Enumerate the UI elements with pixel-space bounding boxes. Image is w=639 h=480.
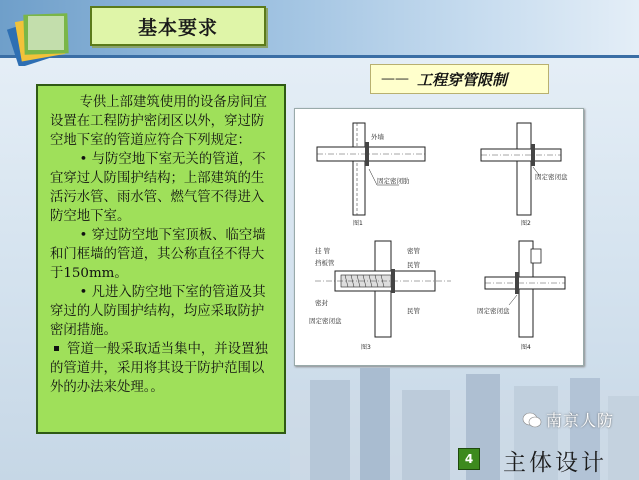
page-title: 基本要求 — [137, 16, 218, 39]
fig3-caption: 图3 — [361, 344, 371, 351]
bullet-item-1: • 与防空地下室无关的管道，不宜穿过人防围护结构；上部建筑的生活污水管、雨水管、燃气管不得进入防空地下室。 — [50, 152, 266, 224]
fig3-label-d: 民管 — [407, 261, 420, 269]
square-bullet-icon — [54, 346, 59, 351]
fig4-anchor-label: 固定密闭盘 — [477, 307, 510, 315]
books-logo-icon — [4, 4, 78, 66]
diagram-svg — [295, 109, 583, 365]
bullet-item-4-wrap — [50, 340, 276, 397]
figure-3 — [309, 241, 451, 351]
fig1-caption: 图1 — [353, 220, 363, 227]
footer-title: 主体设计 — [503, 450, 607, 476]
fig1-wall-label: 外墙 — [371, 133, 384, 141]
figure-1 — [317, 123, 425, 227]
pipe-penetration-diagram — [294, 108, 584, 366]
page-title-box — [90, 6, 266, 46]
fig3-label-f: 民管 — [407, 307, 420, 315]
fig2-anchor-label: 固定密闭盘 — [535, 173, 568, 181]
fig3-anchor-label: 固定密闭盘 — [309, 317, 342, 325]
wechat-icon — [522, 411, 542, 429]
bullet-item-2: • 穿过防空地下室顶板、临空墙和门框墙的管道，其公称直径不得大于150mm。 — [50, 228, 266, 281]
fig1-anchor-label: 固定密闭肋 — [377, 177, 410, 185]
watermark — [522, 408, 614, 431]
figure-4 — [477, 241, 565, 351]
page-number-badge: 4 — [458, 448, 480, 470]
figure-2 — [481, 123, 568, 227]
fig2-caption: 图2 — [521, 220, 531, 227]
bullet-item-4: 管道一般采取适当集中，并设置独的管道井，采用将其设于防护范围以外的办法来处理。。 — [50, 342, 268, 395]
fig3-label-c: 密管 — [407, 247, 420, 255]
section-dash: —— — [381, 71, 409, 87]
requirements-text-panel — [36, 84, 286, 434]
fig3-label-b: 挡板管 — [315, 259, 335, 267]
intro-paragraph: 专供上部建筑使用的设备房间宜设置在工程防护密闭区以外，穿过防空地下室的管道应符合下列规定： — [50, 95, 267, 148]
bullet-item-3: • 凡进入防空地下室的管道及其穿过的人防围护结构，均应采取防护密闭措施。 — [50, 285, 266, 338]
section-title: 工程穿管限制 — [417, 70, 508, 89]
fig3-label-e: 密封 — [315, 299, 328, 307]
section-header — [370, 64, 549, 94]
fig4-caption: 图4 — [521, 344, 531, 351]
watermark-text: 南京人防 — [546, 411, 615, 430]
fig3-label-a: 挂 管 — [315, 247, 331, 255]
